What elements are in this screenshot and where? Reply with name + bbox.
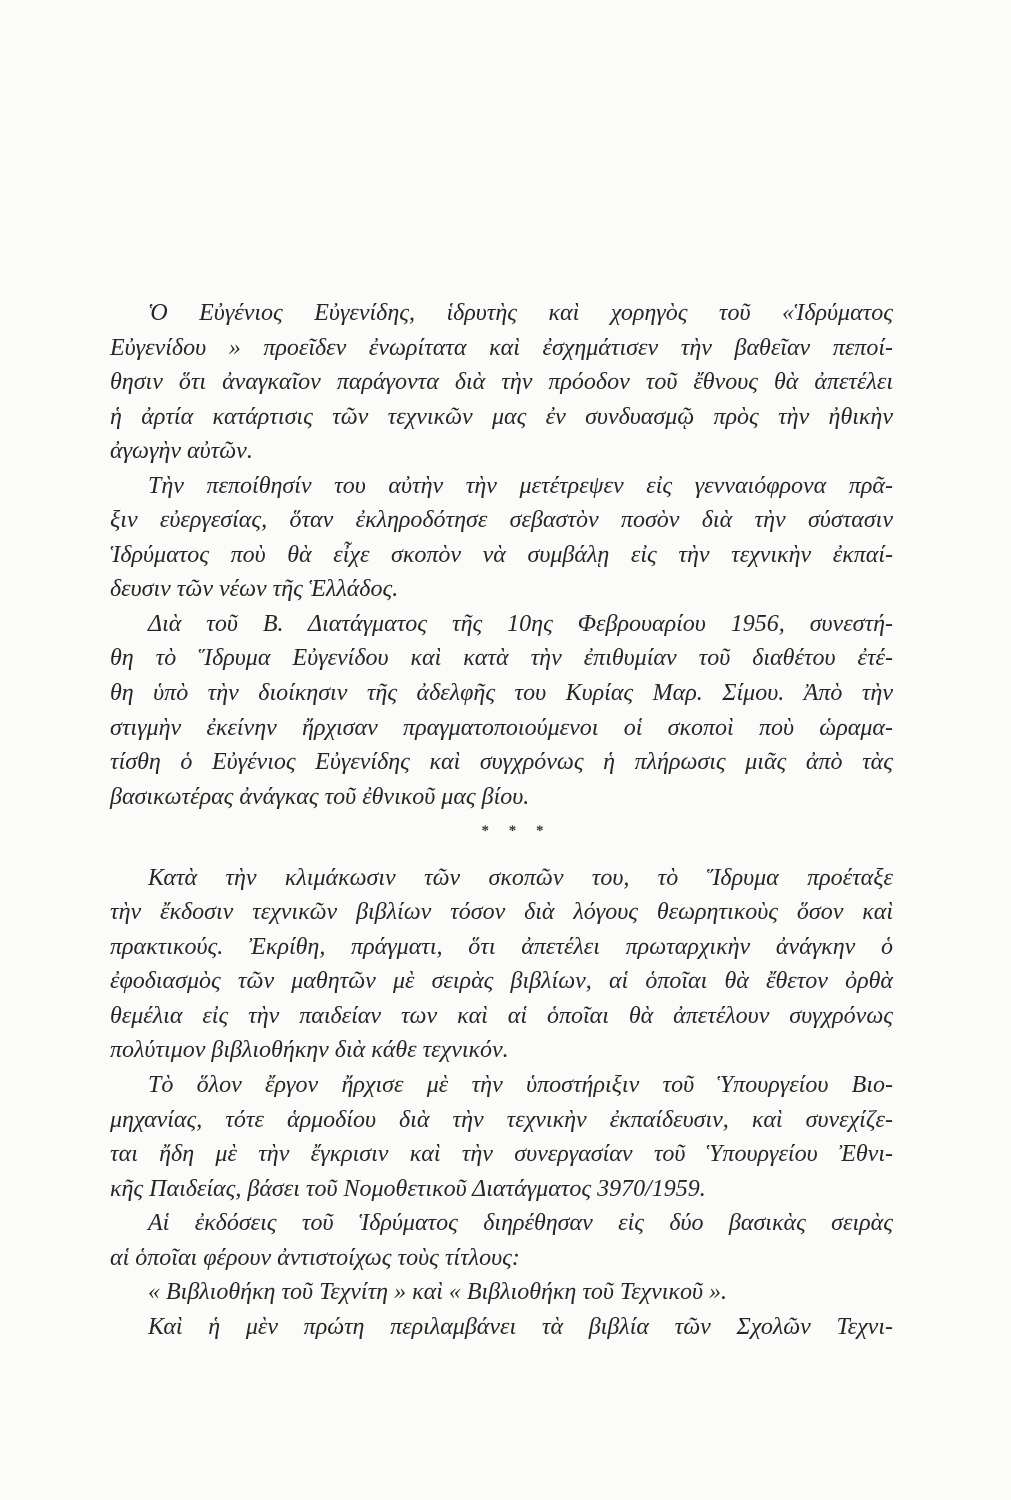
paragraph-7	[110, 1310, 893, 1345]
text-line: μηχανίας, τότε ἁρμοδίου διὰ τὴν τεχνικὴν ἐκπαίδευσιν, καὶ συνεχίζε-	[110, 1106, 893, 1133]
text-line: θη τὸ Ἵδρυμα Εὐγενίδου καὶ κατὰ τὴν ἐπιθυμίαν τοῦ διαθέτου ἐτέ-	[110, 645, 893, 672]
text-line: αἱ ὁποῖαι φέρουν ἀντιστοίχως τοὺς τίτλους:	[110, 1244, 520, 1271]
text-line: πολύτιμον βιβλιοθήκην διὰ κάθε τεχνικόν.	[110, 1037, 509, 1064]
paragraph-3	[110, 607, 893, 814]
text-line: ξιν εὐεργεσίας, ὅταν ἐκληροδότησε σεβαστὸν ποσὸν διὰ τὴν σύστασιν	[110, 507, 893, 534]
text-line: Αἱ ἐκδόσεις τοῦ Ἱδρύματος διηρέθησαν εἰς δύο βασικὰς σειρὰς	[148, 1210, 893, 1237]
text-line: Τὴν πεποίθησίν του αὐτὴν τὴν μετέτρεψεν εἰς γενναιόφρονα πρᾶ-	[148, 472, 893, 499]
text-line: ται ἤδη μὲ τὴν ἔγκρισιν καὶ τὴν συνεργασίαν τοῦ Ὑπουργείου Ἐθνι-	[110, 1141, 893, 1168]
text-line: ἀγωγὴν αὐτῶν.	[110, 438, 253, 465]
text-line: τίσθη ὁ Εὐγένιος Εὐγενίδης καὶ συγχρόνως ἡ πλήρωσις μιᾶς ἀπὸ τὰς	[110, 749, 893, 776]
text-line: θεμέλια εἰς τὴν παιδείαν των καὶ αἱ ὁποῖαι θὰ ἀπετέλουν συγχρόνως	[110, 1002, 893, 1029]
text-line: Κατὰ τὴν κλιμάκωσιν τῶν σκοπῶν του, τὸ Ἵδρυμα προέταξε	[148, 864, 893, 891]
text-line: Τὸ ὅλον ἔργον ἤρχισε μὲ τὴν ὑποστήριξιν τοῦ Ὑπουργείου Βιο-	[148, 1071, 893, 1098]
section-separator: * * *	[481, 823, 552, 840]
text-line: τὴν ἔκδοσιν τεχνικῶν βιβλίων τόσον διὰ λόγους θεωρητικοὺς ὅσον καὶ	[110, 899, 893, 926]
paragraph-4	[110, 861, 893, 1068]
text-line: ἡ ἀρτία κατάρτισις τῶν τεχνικῶν μας ἐν συνδυασμῷ πρὸς τὴν ἠθικὴν	[110, 403, 893, 430]
text-line: βασικωτέρας ἀνάγκας τοῦ ἐθνικοῦ μας βίου.	[110, 783, 530, 810]
text-line: θη ὑπὸ τὴν διοίκησιν τῆς ἀδελφῆς του Κυρίας Μαρ. Σίμου. Ἀπὸ τὴν	[110, 680, 893, 707]
series-titles	[110, 1275, 893, 1310]
text-line: Ὁ Εὐγένιος Εὐγενίδης, ἱδρυτὴς καὶ χορηγὸς τοῦ «Ἱδρύματος	[148, 300, 893, 326]
text-line: πρακτικούς. Ἐκρίθη, πράγματι, ὅτι ἀπετέλει πρωταρχικὴν ἀνάγκην ὁ	[110, 933, 893, 960]
text-line: στιγμὴν ἐκείνην ἤρχισαν πραγματοποιούμενοι οἱ σκοποὶ ποὺ ὡραμα-	[110, 714, 893, 741]
text-line: θησιν ὅτι ἀναγκαῖον παράγοντα διὰ τὴν πρόοδον τοῦ ἔθνους θὰ ἀπετέλει	[110, 369, 893, 396]
text-line: « Βιβλιοθήκη τοῦ Τεχνίτη » καὶ « Βιβλιοθήκη τοῦ Τεχνικοῦ ».	[148, 1279, 727, 1306]
paragraph-5	[110, 1068, 893, 1206]
text-block	[110, 296, 893, 1344]
text-line: κῆς Παιδείας, βάσει τοῦ Νομοθετικοῦ Διατάγματος 3970/1959.	[110, 1175, 706, 1202]
text-line: ἐφοδιασμὸς τῶν μαθητῶν μὲ σειρὰς βιβλίων, αἱ ὁποῖαι θὰ ἔθετον ὀρθὰ	[110, 968, 893, 995]
paragraph-6	[110, 1206, 893, 1275]
text-line: Καὶ ἡ μὲν πρώτη περιλαμβάνει τὰ βιβλία τῶν Σχολῶν Τεχνι-	[148, 1313, 893, 1340]
paragraph-2	[110, 469, 893, 607]
text-line: Ἱδρύματος ποὺ θὰ εἶχε σκοπὸν νὰ συμβάλῃ εἰς τὴν τεχνικὴν ἐκπαί-	[110, 541, 893, 568]
text-line: δευσιν τῶν νέων τῆς Ἑλλάδος.	[110, 576, 399, 603]
paragraph-1	[110, 296, 893, 469]
text-line: Διὰ τοῦ Β. Διατάγματος τῆς 10ης Φεβρουαρίου 1956, συνεστή-	[148, 610, 893, 637]
text-line: Εὐγενίδου » προεῖδεν ἐνωρίτατα καὶ ἐσχημάτισεν τὴν βαθεῖαν πεποί-	[110, 334, 893, 361]
